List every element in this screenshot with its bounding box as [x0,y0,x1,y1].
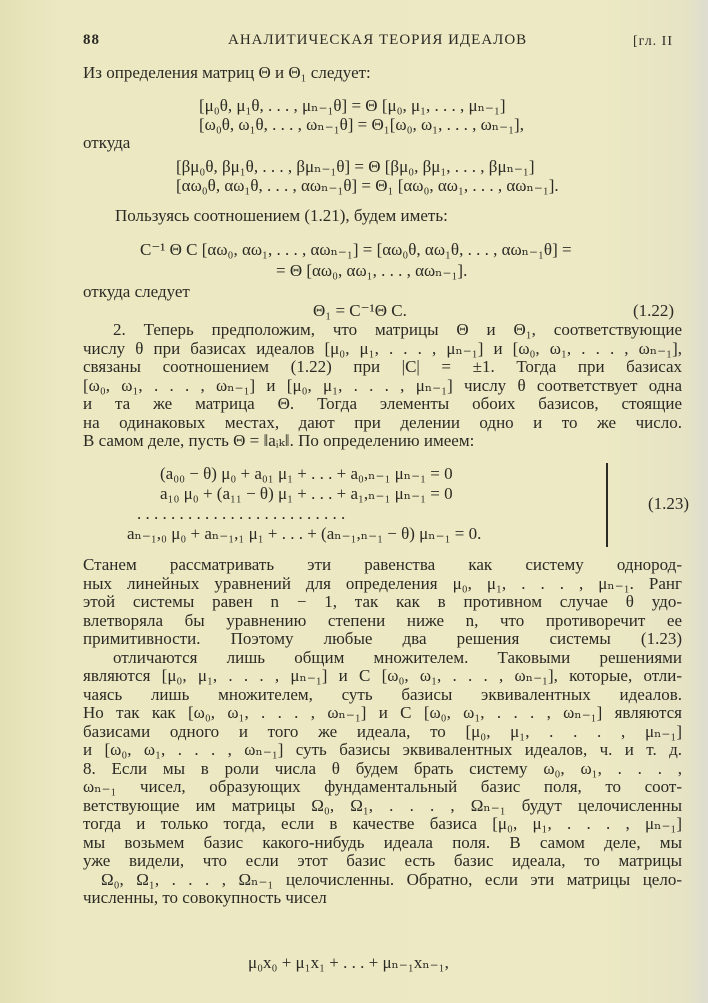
equation: [μ₀θ, μ₁θ, . . . , μₙ₋₁θ] = Θ [μ₀, μ₁, . . . , μₙ₋₁] [199,96,506,115]
text-line: В самом деле, пусть Θ = ‖aᵢₖ‖. По определению имеем: [83,431,475,450]
text-line: численны, то совокупность чисел [83,888,327,907]
text-line: и [ω₀, ω₁, . . . , ωₙ₋₁] суть базисы эквивалентных идеалов, ч. и т. д. [83,740,682,759]
text-line: Ω₀, Ω₁, . . . , Ωₙ₋₁ целочисленны. Обратно, если эти матрицы цело- [101,869,682,889]
equation-number: (1.22) [633,301,675,320]
text-line: на одинаковых местах, дают при делении одно и то же число. [83,412,682,432]
text-line: и та же матрица Θ. Тогда элементы обоих базисов, стоящие [83,394,682,413]
text-line: ωₙ₋₁ чисел, образующих фундаментальный базис поля, то соот- [83,777,682,796]
equation: a₁₀ μ₀ + (a₁₁ − θ) μ₁ + . . . + a₁,ₙ₋₁ μₙ₋₁ = 0 [160,484,453,503]
text-line: ветствующие им матрицы Ω₀, Ω₁, . . . , Ωₙ₋₁ будут целочисленны [83,795,682,815]
equation: [αω₀θ, αω₁θ, . . . , αωₙ₋₁θ] = Θ₁ [αω₀, αω₁, . . . , αωₙ₋₁]. [176,176,559,195]
text-line: числу θ при базисах идеалов [μ₀, μ₁, . . . , μₙ₋₁] и [ω₀, ω₁, . . . , ωₙ₋₁], [83,338,682,358]
text-line: откуда следует [83,282,190,301]
equation: (a₀₀ − θ) μ₀ + a₀₁ μ₁ + . . . + a₀,ₙ₋₁ μₙ₋₁ = 0 [160,464,453,483]
text-line: 2. Теперь предположим, что матрицы Θ и Θ₁, соответствующие [113,320,682,339]
text-line: чаясь лишь множителем, суть базисы эквивалентных идеалов. [83,684,682,704]
text-line: базисами одного и того же идеала, то [μ₀, μ₁, . . . , μₙ₋₁] [83,721,682,741]
page-number: 88 [83,32,100,48]
text-line: Пользуясь соотношением (1.21), будем иметь: [115,206,448,225]
text-line: мы возьмем базис какого-нибудь идеала поля. В самом деле, мы [83,832,682,852]
equation: Θ₁ = C⁻¹Θ C. [313,301,407,320]
equation: μ₀x₀ + μ₁x₁ + . . . + μₙ₋₁xₙ₋₁, [248,953,449,972]
equation: [ω₀θ, ω₁θ, . . . , ωₙ₋₁θ] = Θ₁[ω₀, ω₁, . . . , ωₙ₋₁], [199,115,524,134]
text-line: тогда и только тогда, если в качестве базиса [μ₀, μ₁, . . . , μₙ₋₁] [83,814,682,833]
equation: = Θ [αω₀, αω₁, . . . , αωₙ₋₁]. [276,261,468,280]
text-line: отличаются лишь общим множителем. Таковыми решениями [113,647,682,667]
system-brace [606,463,608,547]
text-line: Станем рассматривать эти равенства как систему однород- [83,555,682,574]
text-line: являются [μ₀, μ₁, . . . , μₙ₋₁] и C [ω₀, ω₁, . . . , ωₙ₋₁], которые, отли- [83,666,682,685]
equation-number: (1.23) [648,494,690,513]
equation: aₙ₋₁,₀ μ₀ + aₙ₋₁,₁ μ₁ + . . . + (aₙ₋₁,ₙ₋₁ − θ) μₙ₋₁ = 0. [127,524,482,543]
equation-dots: . . . . . . . . . . . . . . . . . . . . . . . . . [137,504,346,523]
equation: [βμ₀θ, βμ₁θ, . . . , βμₙ₋₁θ] = Θ [βμ₀, βμ₁, . . . , βμₙ₋₁] [176,157,535,176]
text-line: откуда [83,133,131,152]
text-line: Из определения матриц Θ и Θ₁ следует: [83,63,371,82]
text-line: влетворяла бы уравнению степени ниже n, что противоречит ее [83,610,682,630]
text-line: [ω₀, ω₁, . . . , ωₙ₋₁] и [μ₀, μ₁, . . . , μₙ₋₁] числу θ соответствует одна [83,375,682,395]
running-title: АНАЛИТИЧЕСКАЯ ТЕОРИЯ ИДЕАЛОВ [228,32,528,48]
text-line: 8. Если мы в роли числа θ будем брать систему ω₀, ω₁, . . . , [83,758,682,778]
equation: C⁻¹ Θ C [αω₀, αω₁, . . . , αωₙ₋₁] = [αω₀θ, αω₁θ, . . . , αωₙ₋₁θ] = [140,240,572,259]
text-line: Но так как [ω₀, ω₁, . . . , ωₙ₋₁] и C [ω₀, ω₁, . . . , ωₙ₋₁] являются [83,703,682,722]
text-line: связаны соотношением (1.22) при |C| = ±1. Тогда при базисах [83,357,682,376]
text-line: уже видели, что если этот базис есть базис идеала, то матрицы [83,851,682,870]
text-line: примитивности. Поэтому любые два решения системы (1.23) [83,629,682,648]
text-line: этой системы равен n − 1, так как в противном случае θ удо- [83,592,682,611]
chapter-label: [гл. II [633,34,674,49]
text-line: ных линейных уравнений для определения μ₀, μ₁, . . . , μₙ₋₁. Ранг [83,573,682,593]
